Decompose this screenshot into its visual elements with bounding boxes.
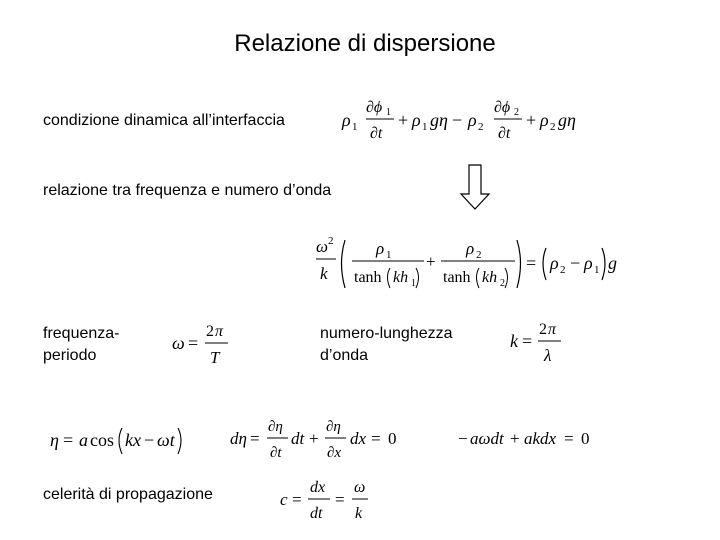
svg-text:∂ϕ: ∂ϕ xyxy=(494,99,511,116)
frequency-period-line2: periodo xyxy=(43,347,97,364)
wavenumber-wavelength-line2: d’onda xyxy=(320,347,369,364)
svg-text:dt: dt xyxy=(291,429,305,448)
svg-text:kh: kh xyxy=(393,269,409,286)
svg-text:+: + xyxy=(526,110,537,130)
svg-text:ρ: ρ xyxy=(342,110,351,130)
svg-text:∂t: ∂t xyxy=(270,445,282,461)
svg-text:ω: ω xyxy=(172,333,185,353)
svg-text:kh: kh xyxy=(482,269,498,286)
svg-text:c: c xyxy=(280,490,288,509)
svg-text:2: 2 xyxy=(476,249,482,261)
svg-text:tanh: tanh xyxy=(443,269,471,286)
svg-text:=: = xyxy=(371,429,381,448)
svg-text:∂x: ∂x xyxy=(327,445,342,461)
svg-text:=: = xyxy=(292,490,302,509)
svg-text:+: + xyxy=(426,252,436,271)
svg-text:k: k xyxy=(320,264,328,283)
substituted-differential-equation xyxy=(458,420,608,456)
svg-text:ρ: ρ xyxy=(466,239,475,258)
svg-text:ρ: ρ xyxy=(376,239,385,258)
celerity-label: celerità di propagazione xyxy=(43,486,213,503)
svg-text:a: a xyxy=(79,430,88,450)
svg-text:ρ: ρ xyxy=(550,253,559,273)
svg-text:=: = xyxy=(522,331,533,351)
svg-text:λ: λ xyxy=(544,346,552,365)
page-title: Relazione di dispersione xyxy=(234,30,496,57)
svg-text:tanh: tanh xyxy=(354,269,382,286)
dispersion-relation-label: relazione tra frequenza e numero d’onda xyxy=(43,182,332,199)
svg-text:1: 1 xyxy=(352,121,358,133)
svg-text:1: 1 xyxy=(411,278,416,289)
svg-text:+: + xyxy=(309,429,319,448)
frequency-period-line1: frequenza- xyxy=(43,325,120,342)
svg-text:+: + xyxy=(510,429,520,448)
svg-text:0: 0 xyxy=(581,429,590,448)
svg-text:=: = xyxy=(63,430,74,450)
svg-text:cos: cos xyxy=(90,430,114,450)
svg-text:akdx: akdx xyxy=(524,429,557,448)
svg-text:ρ: ρ xyxy=(412,110,421,130)
svg-text:=: = xyxy=(335,490,345,509)
svg-text:=: = xyxy=(526,253,537,273)
svg-text:ρ: ρ xyxy=(540,110,549,130)
svg-text:kx: kx xyxy=(125,430,141,450)
svg-text:π: π xyxy=(215,323,224,340)
svg-text:η: η xyxy=(50,430,59,450)
svg-text:−: − xyxy=(144,430,155,450)
wave-profile-equation xyxy=(50,420,200,460)
svg-text:k: k xyxy=(355,505,363,522)
wavenumber-wavelength-label xyxy=(320,323,453,367)
total-differential-equation xyxy=(230,414,410,464)
svg-text:2: 2 xyxy=(539,321,547,338)
svg-text:2: 2 xyxy=(478,121,484,133)
svg-text:2: 2 xyxy=(560,264,566,276)
frequency-period-label xyxy=(43,323,120,367)
svg-text:+: + xyxy=(398,110,409,130)
svg-text:2: 2 xyxy=(500,278,505,289)
frequency-period-equation xyxy=(170,318,240,368)
svg-text:=: = xyxy=(250,429,260,448)
svg-text:∂t: ∂t xyxy=(498,125,511,142)
svg-text:2: 2 xyxy=(514,107,519,118)
interface-condition-label: condizione dinamica all’interfaccia xyxy=(43,112,285,129)
down-arrow-icon xyxy=(460,164,490,210)
svg-text:dt: dt xyxy=(310,505,323,522)
svg-text:dη: dη xyxy=(230,429,247,448)
celerity-equation xyxy=(280,474,380,526)
svg-text:ρ: ρ xyxy=(584,253,593,273)
svg-text:ω: ω xyxy=(354,479,366,496)
wavenumber-wavelength-equation xyxy=(508,316,568,366)
svg-text:∂ϕ: ∂ϕ xyxy=(366,99,383,116)
svg-text:ρ: ρ xyxy=(468,110,477,130)
svg-text:0: 0 xyxy=(388,429,397,448)
svg-text:=: = xyxy=(188,333,199,353)
svg-text:∂η: ∂η xyxy=(268,419,283,435)
svg-text:ω: ω xyxy=(316,237,329,256)
wavenumber-wavelength-line1: numero-lunghezza xyxy=(320,325,453,342)
dispersion-relation-equation xyxy=(314,234,624,296)
svg-text:2: 2 xyxy=(550,121,556,133)
svg-text:π: π xyxy=(548,321,557,338)
svg-text:2: 2 xyxy=(328,235,334,247)
svg-text:gη: gη xyxy=(558,110,576,130)
svg-text:aωdt: aωdt xyxy=(470,429,504,448)
svg-text:1: 1 xyxy=(594,264,600,276)
svg-text:1: 1 xyxy=(386,249,392,261)
svg-text:dx: dx xyxy=(350,429,367,448)
svg-text:g: g xyxy=(608,253,617,273)
svg-text:=: = xyxy=(564,429,574,448)
interface-condition-equation xyxy=(342,92,592,148)
svg-text:T: T xyxy=(210,348,220,367)
svg-text:∂t: ∂t xyxy=(370,125,383,142)
svg-text:1: 1 xyxy=(422,121,428,133)
svg-text:ωt: ωt xyxy=(157,430,175,450)
svg-text:−: − xyxy=(570,253,581,273)
svg-text:k: k xyxy=(510,331,518,351)
svg-text:−: − xyxy=(458,429,468,448)
svg-text:2: 2 xyxy=(206,323,214,340)
svg-text:∂η: ∂η xyxy=(326,419,341,435)
svg-text:dx: dx xyxy=(310,479,326,496)
svg-text:1: 1 xyxy=(386,107,391,118)
svg-text:gη: gη xyxy=(430,110,448,130)
svg-text:−: − xyxy=(452,110,463,130)
